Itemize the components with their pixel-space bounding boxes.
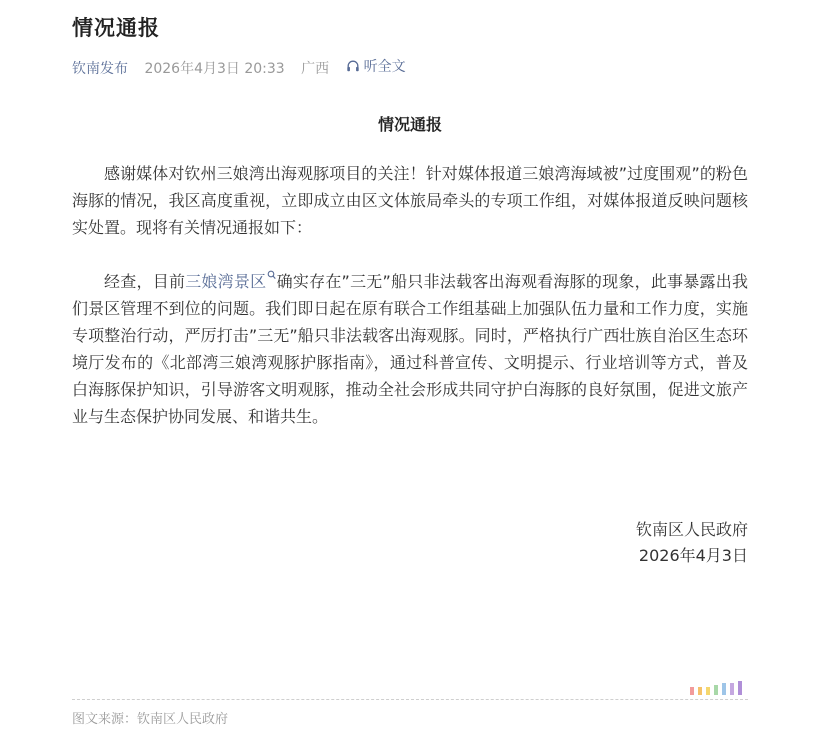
- headphones-icon: [346, 59, 360, 73]
- signature-date: 2026年4月3日: [638, 546, 748, 565]
- paragraph-2-body: 确实存在”三无”船只非法载客出海观看海豚的现象，此事暴露出我们景区管理不到位的问题。我们即日起在原有联合工作组基础上加强队伍力量和工作力度，实施专项整治行动，严厉打击”三无”船只非法载客出海观豚。同时，严格执行广西壮族自治区生态环境厅发布的《北部湾三娘湾观豚护豚指南》，通过科普宣传、文明提示、行业培训等方式，普及白海豚保护知识，引导游客文明观豚，推动全社会形成共同守护白海豚的良好氛围，促进文旅产业与生态保护协同发展、和谐共生。: [72, 272, 748, 426]
- color-bar: [730, 683, 734, 695]
- listen-label: 听全文: [363, 59, 406, 75]
- color-bar: [714, 685, 718, 695]
- paragraph-1: 感谢媒体对钦州三娘湾出海观豚项目的关注！针对媒体报道三娘湾海域被”过度围观”的粉色海豚的情况，我区高度重视，立即成立由区文体旅局牵头的专项工作组，对媒体报道反映问题核实处置。现将有关情况通报如下：: [72, 164, 748, 237]
- color-bar: [706, 687, 710, 695]
- listen-button[interactable]: [346, 56, 406, 76]
- scenic-area-link[interactable]: [185, 272, 276, 291]
- publish-date: 2026年4月3日 20:33: [144, 61, 285, 77]
- color-bar: [722, 683, 726, 695]
- account-name[interactable]: 钦南发布: [72, 61, 128, 77]
- article-meta: [72, 56, 406, 78]
- color-bar: [698, 687, 702, 695]
- color-bars-icon: [690, 681, 748, 695]
- publish-location: 广西: [301, 61, 330, 77]
- scenic-area-link-text: 三娘湾景区: [185, 272, 267, 291]
- article-title: 情况通报: [72, 16, 160, 40]
- paragraph-2: [72, 268, 748, 430]
- image-source: 图文来源：钦南区人民政府: [72, 712, 229, 727]
- signature-org: 钦南区人民政府: [635, 520, 748, 539]
- color-bar: [738, 681, 742, 695]
- color-bar: [690, 687, 694, 695]
- footer-divider: [72, 699, 748, 700]
- paragraph-2-intro: 经查，目前: [104, 272, 186, 291]
- notice-heading: 情况通报: [377, 115, 442, 134]
